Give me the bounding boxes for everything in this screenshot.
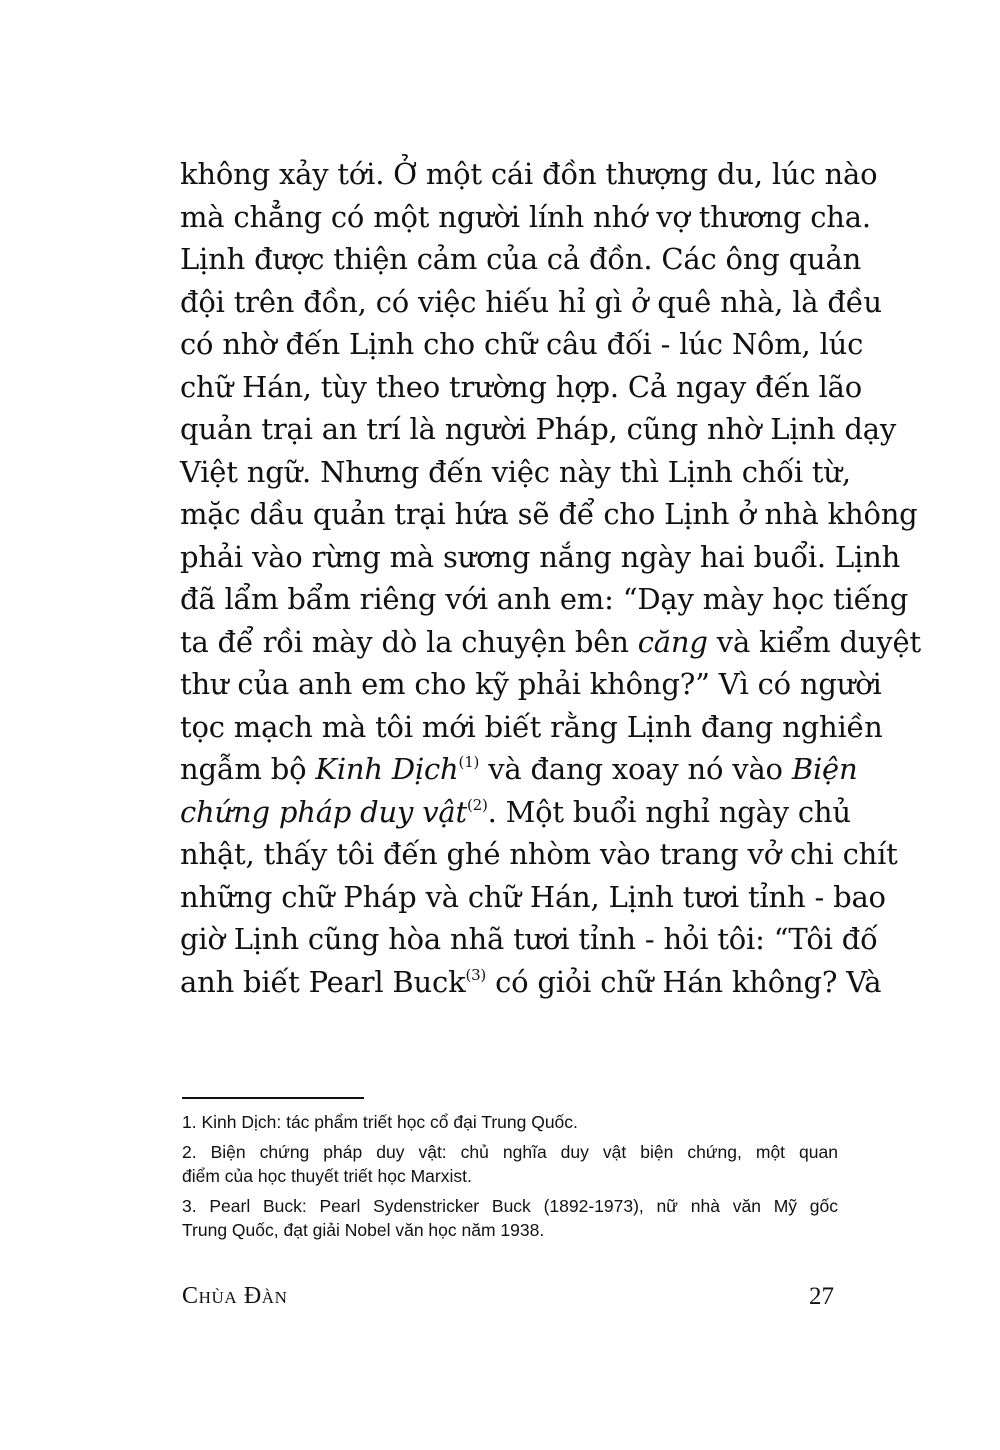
footnote-3-line-2: Trung Quốc, đạt giải Nobel văn học năm 1938. (182, 1220, 545, 1240)
text-line: Lịnh được thiện cảm của cả đồn. Các ông quản (180, 242, 862, 276)
footnote-1: 1. Kinh Dịch: tác phẩm triết học cổ đại Trung Quốc. (182, 1112, 578, 1132)
text-line: mặc dầu quản trại hứa sẽ để cho Lịnh ở nhà không (180, 497, 918, 531)
footnote-divider (182, 1097, 364, 1099)
text-line: giờ Lịnh cũng hòa nhã tươi tỉnh - hỏi tôi: “Tôi đố (180, 922, 878, 956)
text-line: ta để rồi mày dò la chuyện bên căng và kiểm duyệt (180, 624, 921, 659)
footnote-2-line-1: 2. Biện chứng pháp duy vật: chủ nghĩa duy vật biện chứng, một quan (182, 1142, 838, 1162)
italic-term-kinh-dich: Kinh Dịch (315, 752, 459, 786)
text-line: đội trên đồn, có việc hiếu hỉ gì ở quê nhà, là đều (180, 284, 882, 319)
text-line: những chữ Pháp và chữ Hán, Lịnh tươi tỉnh - bao (180, 879, 886, 914)
italic-term-chung-phap: chứng pháp duy vật (180, 794, 467, 829)
text-line: Việt ngữ. Nhưng đến việc này thì Lịnh chối từ, (180, 454, 851, 489)
running-footer-title: Chùa Đàn (182, 1283, 288, 1309)
text-line: ngẫm bộ Kinh Dịch$^{(1)}$ và đang xoay nó vào Biện (180, 752, 858, 786)
footnote-2-line-2: điểm của học thuyết triết học Marxist. (182, 1166, 472, 1186)
italic-term-bien: Biện (791, 752, 858, 786)
footnotes (182, 1110, 838, 1242)
footnote-3-line-1: 3. Pearl Buck: Pearl Sydenstricker Buck (1892-1973), nữ nhà văn Mỹ gốc (182, 1196, 838, 1216)
text-line: phải vào rừng mà sương nắng ngày hai buổi. Lịnh (180, 539, 901, 574)
text-line: đã lẩm bẩm riêng với anh em: “Dạy mày học tiếng (180, 582, 909, 616)
footnote-ref-3: (3) (465, 965, 487, 984)
text-line: chứng pháp duy vật$^{(2)}$. Một buổi nghỉ ngày chủ (180, 794, 851, 829)
text-line: mà chẳng có một người lính nhớ vợ thương cha. (180, 199, 871, 234)
italic-term-cang: căng (637, 624, 708, 659)
text-line: quản trại an trí là người Pháp, cũng nhờ Lịnh dạy (180, 412, 897, 446)
text-line: chữ Hán, tùy theo trường hợp. Cả ngay đến lão (180, 369, 863, 404)
footnote-ref-2: (2) (466, 795, 488, 814)
footnote-ref-1: (1) (458, 753, 480, 771)
page-number: 27 (809, 1283, 834, 1310)
text-line: tọc mạch mà tôi mới biết rằng Lịnh đang nghiền (180, 709, 883, 744)
text-line: nhật, thấy tôi đến ghé nhòm vào trang vở chi chít (180, 837, 898, 871)
text-line: anh biết Pearl Buck$^{(3)}$ có giỏi chữ Hán không? Và (180, 964, 882, 999)
text-line: thư của anh em cho kỹ phải không?” Vì có người (180, 667, 882, 701)
text-line: có nhờ đến Lịnh cho chữ câu đối - lúc Nôm, lúc (180, 327, 864, 361)
text-line: không xảy tới. Ở một cái đồn thượng du, lúc nào (180, 157, 878, 191)
body-text (180, 153, 921, 1003)
